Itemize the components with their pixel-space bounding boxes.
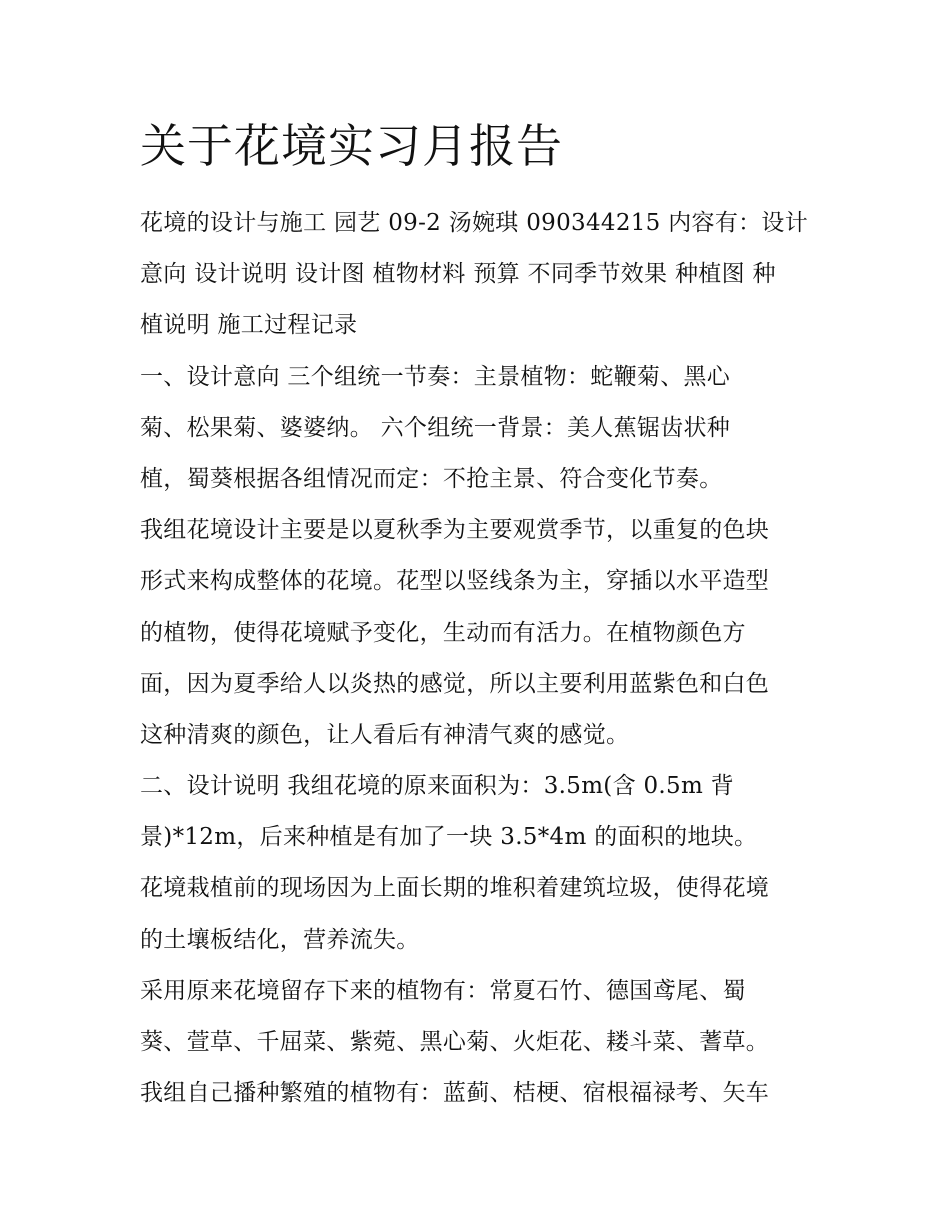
body-line: 的植物，使得花境赋予变化，生动而有活力。在植物颜色方	[140, 619, 746, 646]
body-line: 一、设计意向 三个组统一节奏：主景植物：蛇鞭菊、黑心	[140, 363, 731, 390]
body-line: 意向 设计说明 设计图 植物材料 预算 不同季节效果 种植图 种	[140, 261, 776, 288]
body-line: 的土壤板结化，营养流失。	[140, 926, 420, 953]
body-line: 我组花境设计主要是以夏秋季为主要观赏季节，以重复的色块	[140, 517, 770, 544]
body-line: 植说明 施工过程记录	[140, 312, 358, 339]
body-line: 二、设计说明 我组花境的原来面积为：3.5m(含 0.5m 背	[140, 773, 734, 800]
body-line: 葵、萱草、千屈菜、紫菀、黑心菊、火炬花、耧斗菜、蓍草。	[140, 1029, 770, 1055]
body-line: 我组自己播种繁殖的植物有：蓝蓟、桔梗、宿根福禄考、矢车	[140, 1080, 770, 1107]
body-line: 花境栽植前的现场因为上面长期的堆积着建筑垃圾，使得花境	[140, 875, 770, 902]
body-line: 面，因为夏季给人以炎热的感觉，所以主要利用蓝紫色和白色	[140, 670, 770, 697]
body-line: 这种清爽的颜色，让人看后有神清气爽的感觉。	[140, 721, 630, 748]
body-line: 菊、松果菊、婆婆纳。 六个组统一背景：美人蕉锯齿状种	[140, 414, 731, 441]
document-body	[140, 198, 820, 1119]
body-line: 景)*12m，后来种植是有加了一块 3.5*4m 的面积的地块。	[140, 824, 758, 851]
body-line: 采用原来花境留存下来的植物有：常夏石竹、德国鸢尾、蜀	[140, 977, 746, 1004]
document-title: 关于花境实习月报告	[140, 119, 563, 173]
body-line: 花境的设计与施工 园艺 09-2 汤婉琪 090344215 内容有：设计	[140, 210, 809, 236]
body-line: 形式来构成整体的花境。花型以竖线条为主，穿插以水平造型	[140, 568, 770, 595]
body-line: 植，蜀葵根据各组情况而定：不抢主景、符合变化节奏。	[140, 465, 723, 492]
